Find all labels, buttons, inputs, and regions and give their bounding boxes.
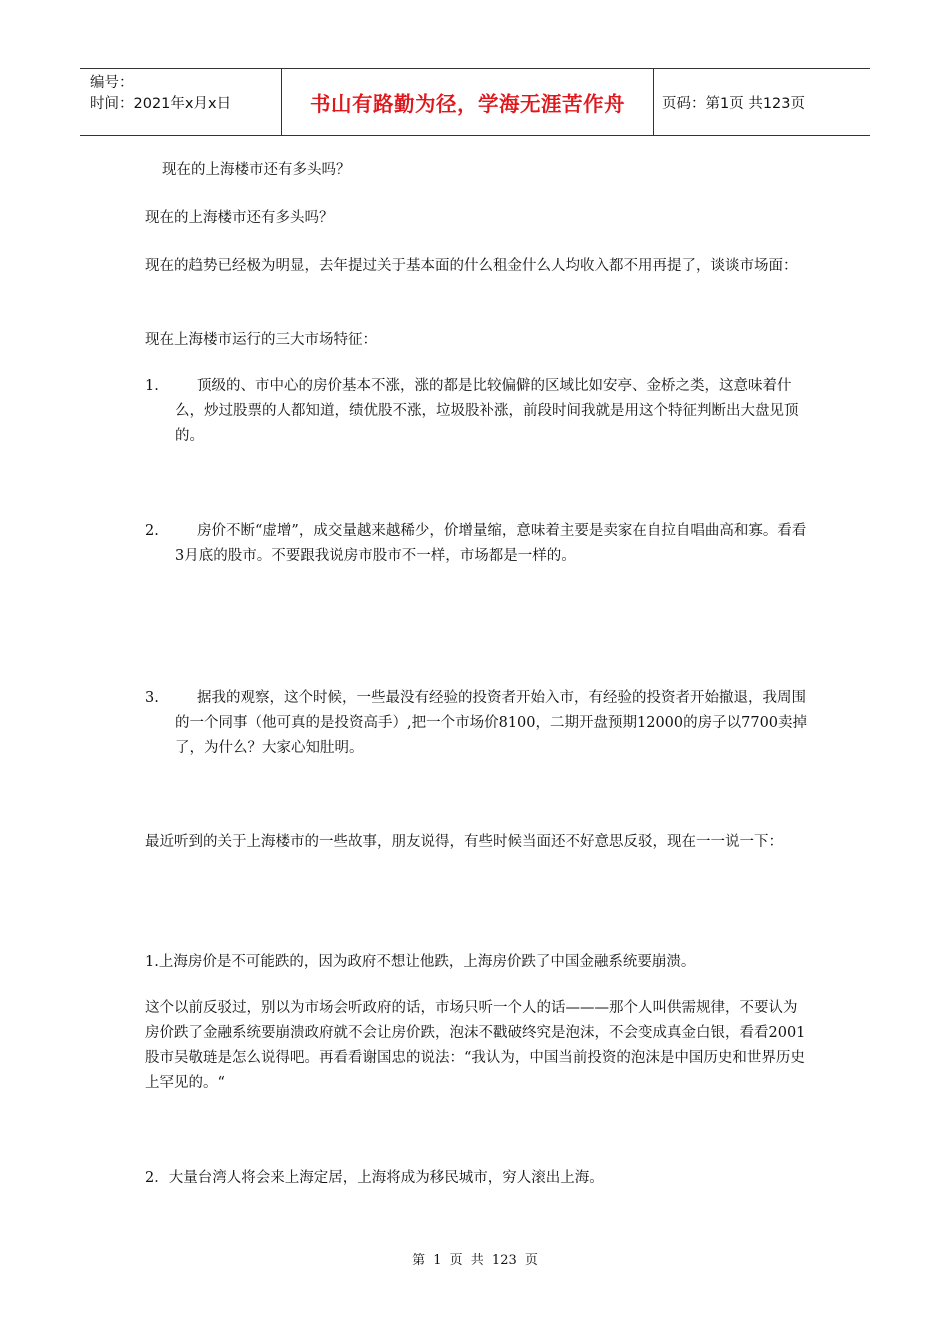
story-1-rebuttal: 这个以前反驳过，别以为市场会听政府的话，市场只听一个人的话———那个人叫供需规律，不要认为房价跌了金融系统要崩溃政府就不会让房价跌，泡沫不戳破终究是泡沫，不会变成真金白银，看看2001股市吴敬琏是怎么说得吧。再看看谢国忠的说法：“我认为，中国当前投资的泡沫是中国历史和世界历史上罕见的。“	[145, 1000, 806, 1091]
list-number: 3.	[145, 690, 159, 706]
code-label: 编号：	[90, 75, 134, 91]
list-text: 房价不断“虚增”，成交量越来越稀少，价增量缩，意味着主要是卖家在自拉自唱曲高和寡。看看3月底的股市。不要跟我说房市股市不一样，市场都是一样的。	[175, 523, 807, 564]
story-1: 1.上海房价是不可能跌的，因为政府不想让他跌，上海房价跌了中国金融系统要崩溃。	[145, 954, 696, 970]
motto: 书山有路勤为径，学海无涯苦作舟	[310, 92, 625, 116]
header-table	[80, 68, 870, 136]
story-2: 2．大量台湾人将会来上海定居，上海将成为移民城市，穷人滚出上海。	[145, 1170, 604, 1186]
document-title: 现在的上海楼市还有多头吗？	[162, 162, 351, 178]
list-text: 顶级的、市中心的房价基本不涨，涨的都是比较偏僻的区域比如安亭、金桥之类，这意味着什么，炒过股票的人都知道，绩优股不涨，垃圾股补涨，前段时间我就是用这个特征判断出大盘见顶的。	[175, 378, 799, 444]
header-page-cell	[654, 69, 870, 135]
list-number: 1.	[145, 378, 159, 394]
date-label: 时间：2021年x月x日	[90, 96, 232, 112]
list-text: 据我的观察，这个时候，一些最没有经验的投资者开始入市，有经验的投资者开始撤退，我周围的一个同事（他可真的是投资高手）,把一个市场价8100，二期开盘预期12000的房子以7700卖掉了，为什么？大家心知肚明。	[175, 690, 808, 756]
intro-paragraph: 现在的趋势已经极为明显，去年提过关于基本面的什么租金什么人均收入都不用再提了，谈谈市场面：	[145, 258, 798, 274]
list-number: 2.	[145, 523, 159, 539]
header-motto-cell	[282, 69, 654, 135]
features-heading: 现在上海楼市运行的三大市场特征：	[145, 332, 377, 348]
list-item	[145, 374, 810, 449]
stories-intro: 最近听到的关于上海楼市的一些故事，朋友说得，有些时候当面还不好意思反驳，现在一一说一下：	[145, 834, 783, 850]
list-item	[145, 686, 810, 761]
page-info: 页码：第1页 共123页	[662, 95, 806, 112]
document-title-repeat: 现在的上海楼市还有多头吗？	[145, 210, 334, 226]
list-item	[145, 519, 810, 569]
header-meta	[80, 69, 282, 135]
page-footer: 第 1 页 共 123 页	[412, 1253, 538, 1268]
